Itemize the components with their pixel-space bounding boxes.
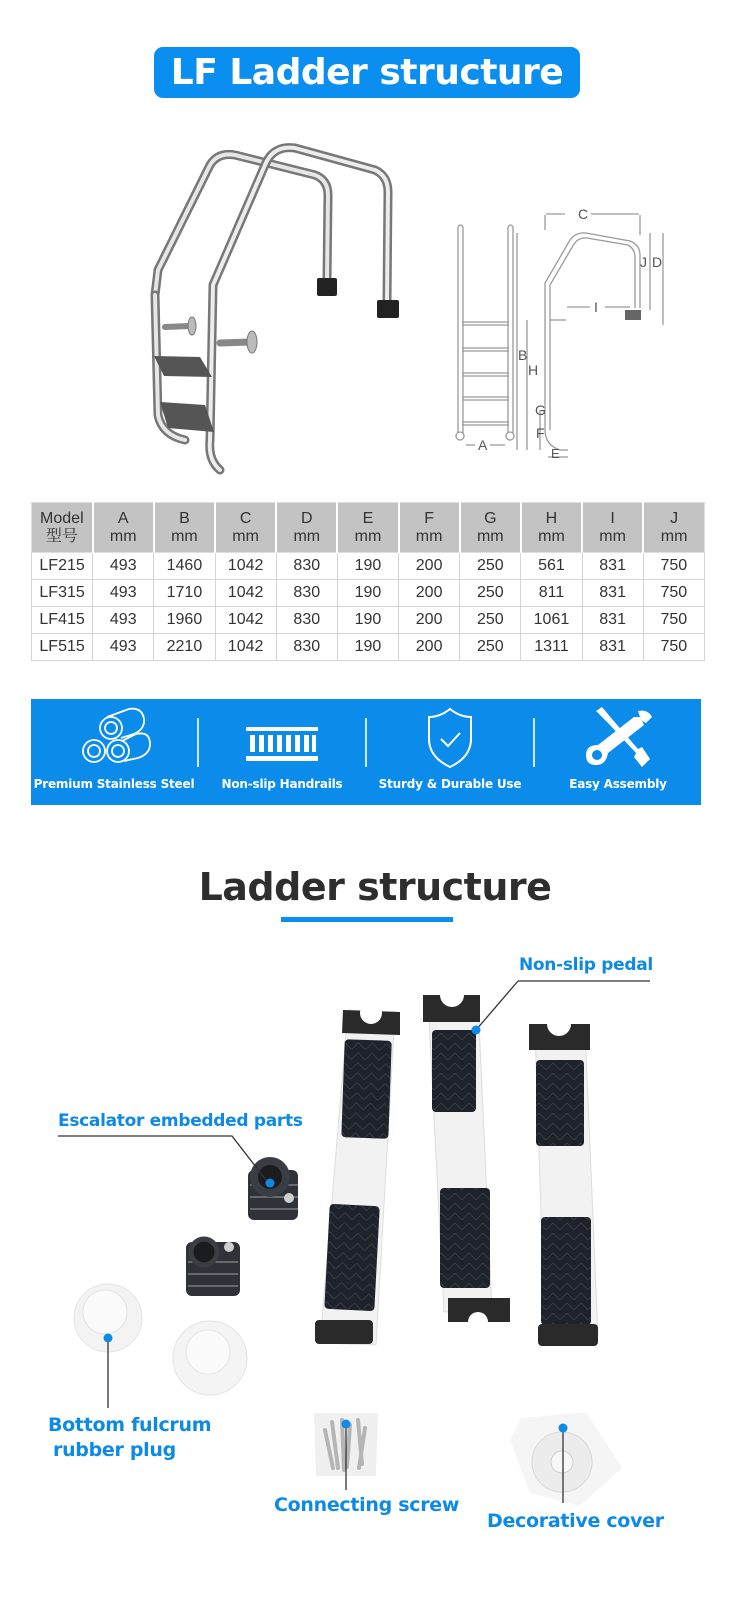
cell: 1042 [215,553,276,580]
header-g: G mm [460,503,521,553]
cell: 250 [460,607,521,634]
svg-text:C: C [578,206,589,222]
svg-text:D: D [652,254,663,270]
callout-bottom-fulcrum-line1: Bottom fulcrum [48,1414,212,1436]
cell: 250 [460,634,521,661]
cell: 1042 [215,634,276,661]
cell: 1061 [521,607,582,634]
cell: 830 [276,607,337,634]
cell: 830 [276,580,337,607]
cell: 493 [93,580,154,607]
svg-text:H: H [528,362,539,378]
svg-text:F: F [536,425,545,441]
feature-label: Easy Assembly [569,777,667,791]
steel-pipes-icon [74,707,154,769]
table-row [32,607,705,634]
pedal-right [529,1012,598,1346]
cell: 190 [337,634,398,661]
cell: 750 [643,553,704,580]
feature-sturdy-durable [367,699,533,805]
header-b: B mm [154,503,215,553]
cell: 2210 [154,634,215,661]
cell: LF415 [32,607,93,634]
header-model: Model 型号 [32,503,93,553]
svg-text:I: I [594,299,598,315]
cell: LF515 [32,634,93,661]
cell: 561 [521,553,582,580]
cell: 750 [643,607,704,634]
cell: 250 [460,553,521,580]
ladder-photo [140,130,410,480]
spec-table [31,502,705,661]
header-i: I mm [582,503,643,553]
header-c: C mm [215,503,276,553]
dimension-diagram [430,195,680,460]
embedded-part-lower [186,1239,240,1296]
svg-text:E: E [551,446,560,460]
cell: 190 [337,580,398,607]
section-title: Ladder structure [198,865,552,909]
cell: 493 [93,607,154,634]
cell: 1042 [215,607,276,634]
cell: LF315 [32,580,93,607]
callout-non-slip-pedal: Non-slip pedal [519,955,653,975]
cell: 750 [643,634,704,661]
feature-label: Premium Stainless Steel [33,777,195,791]
header-e: E mm [337,503,398,553]
cell: 831 [582,553,643,580]
table-row [32,634,705,661]
header-a: A mm [93,503,154,553]
svg-text:B: B [518,347,528,363]
callout-connecting-screw: Connecting screw [274,1494,460,1516]
cell: 831 [582,634,643,661]
page-title-badge: LF Ladder structure [154,47,580,98]
section-underline [281,917,453,922]
cell: 811 [521,580,582,607]
cell: 200 [399,634,460,661]
cell: 750 [643,580,704,607]
header-j: J mm [643,503,704,553]
cell: 1960 [154,607,215,634]
cell: 831 [582,607,643,634]
cell: 830 [276,634,337,661]
cell: 1311 [521,634,582,661]
cell: 190 [337,607,398,634]
svg-text:J: J [640,254,647,270]
feature-bar [31,699,701,805]
cell: 200 [399,607,460,634]
callout-decorative-cover: Decorative cover [487,1510,664,1532]
cell: 830 [276,553,337,580]
pedal-middle [423,983,510,1332]
shield-check-icon [410,707,490,769]
svg-text:A: A [478,437,488,453]
header-d: D mm [276,503,337,553]
feature-premium-stainless-steel [31,699,197,805]
callout-escalator-embedded-parts: Escalator embedded parts [58,1111,303,1131]
callout-bottom-fulcrum-line2: rubber plug [53,1439,176,1461]
table-header-row [32,503,705,553]
cell: 493 [93,634,154,661]
cell: 250 [460,580,521,607]
table-row [32,580,705,607]
handrail-icon [242,707,322,769]
feature-label: Non-slip Handrails [221,777,343,791]
header-h: H mm [521,503,582,553]
cell: 1710 [154,580,215,607]
cell: LF215 [32,553,93,580]
cell: 200 [399,553,460,580]
cell: 200 [399,580,460,607]
rubber-plug-right [173,1321,247,1395]
cell: 1460 [154,553,215,580]
svg-text:G: G [535,402,546,418]
table-row [32,553,705,580]
feature-non-slip-handrails [199,699,365,805]
feature-easy-assembly [535,699,701,805]
cell: 190 [337,553,398,580]
pedal-left [315,1002,400,1345]
header-f: F mm [399,503,460,553]
cell: 831 [582,580,643,607]
cell: 1042 [215,580,276,607]
cell: 493 [93,553,154,580]
tools-icon [578,707,658,769]
feature-label: Sturdy & Durable Use [378,777,522,791]
